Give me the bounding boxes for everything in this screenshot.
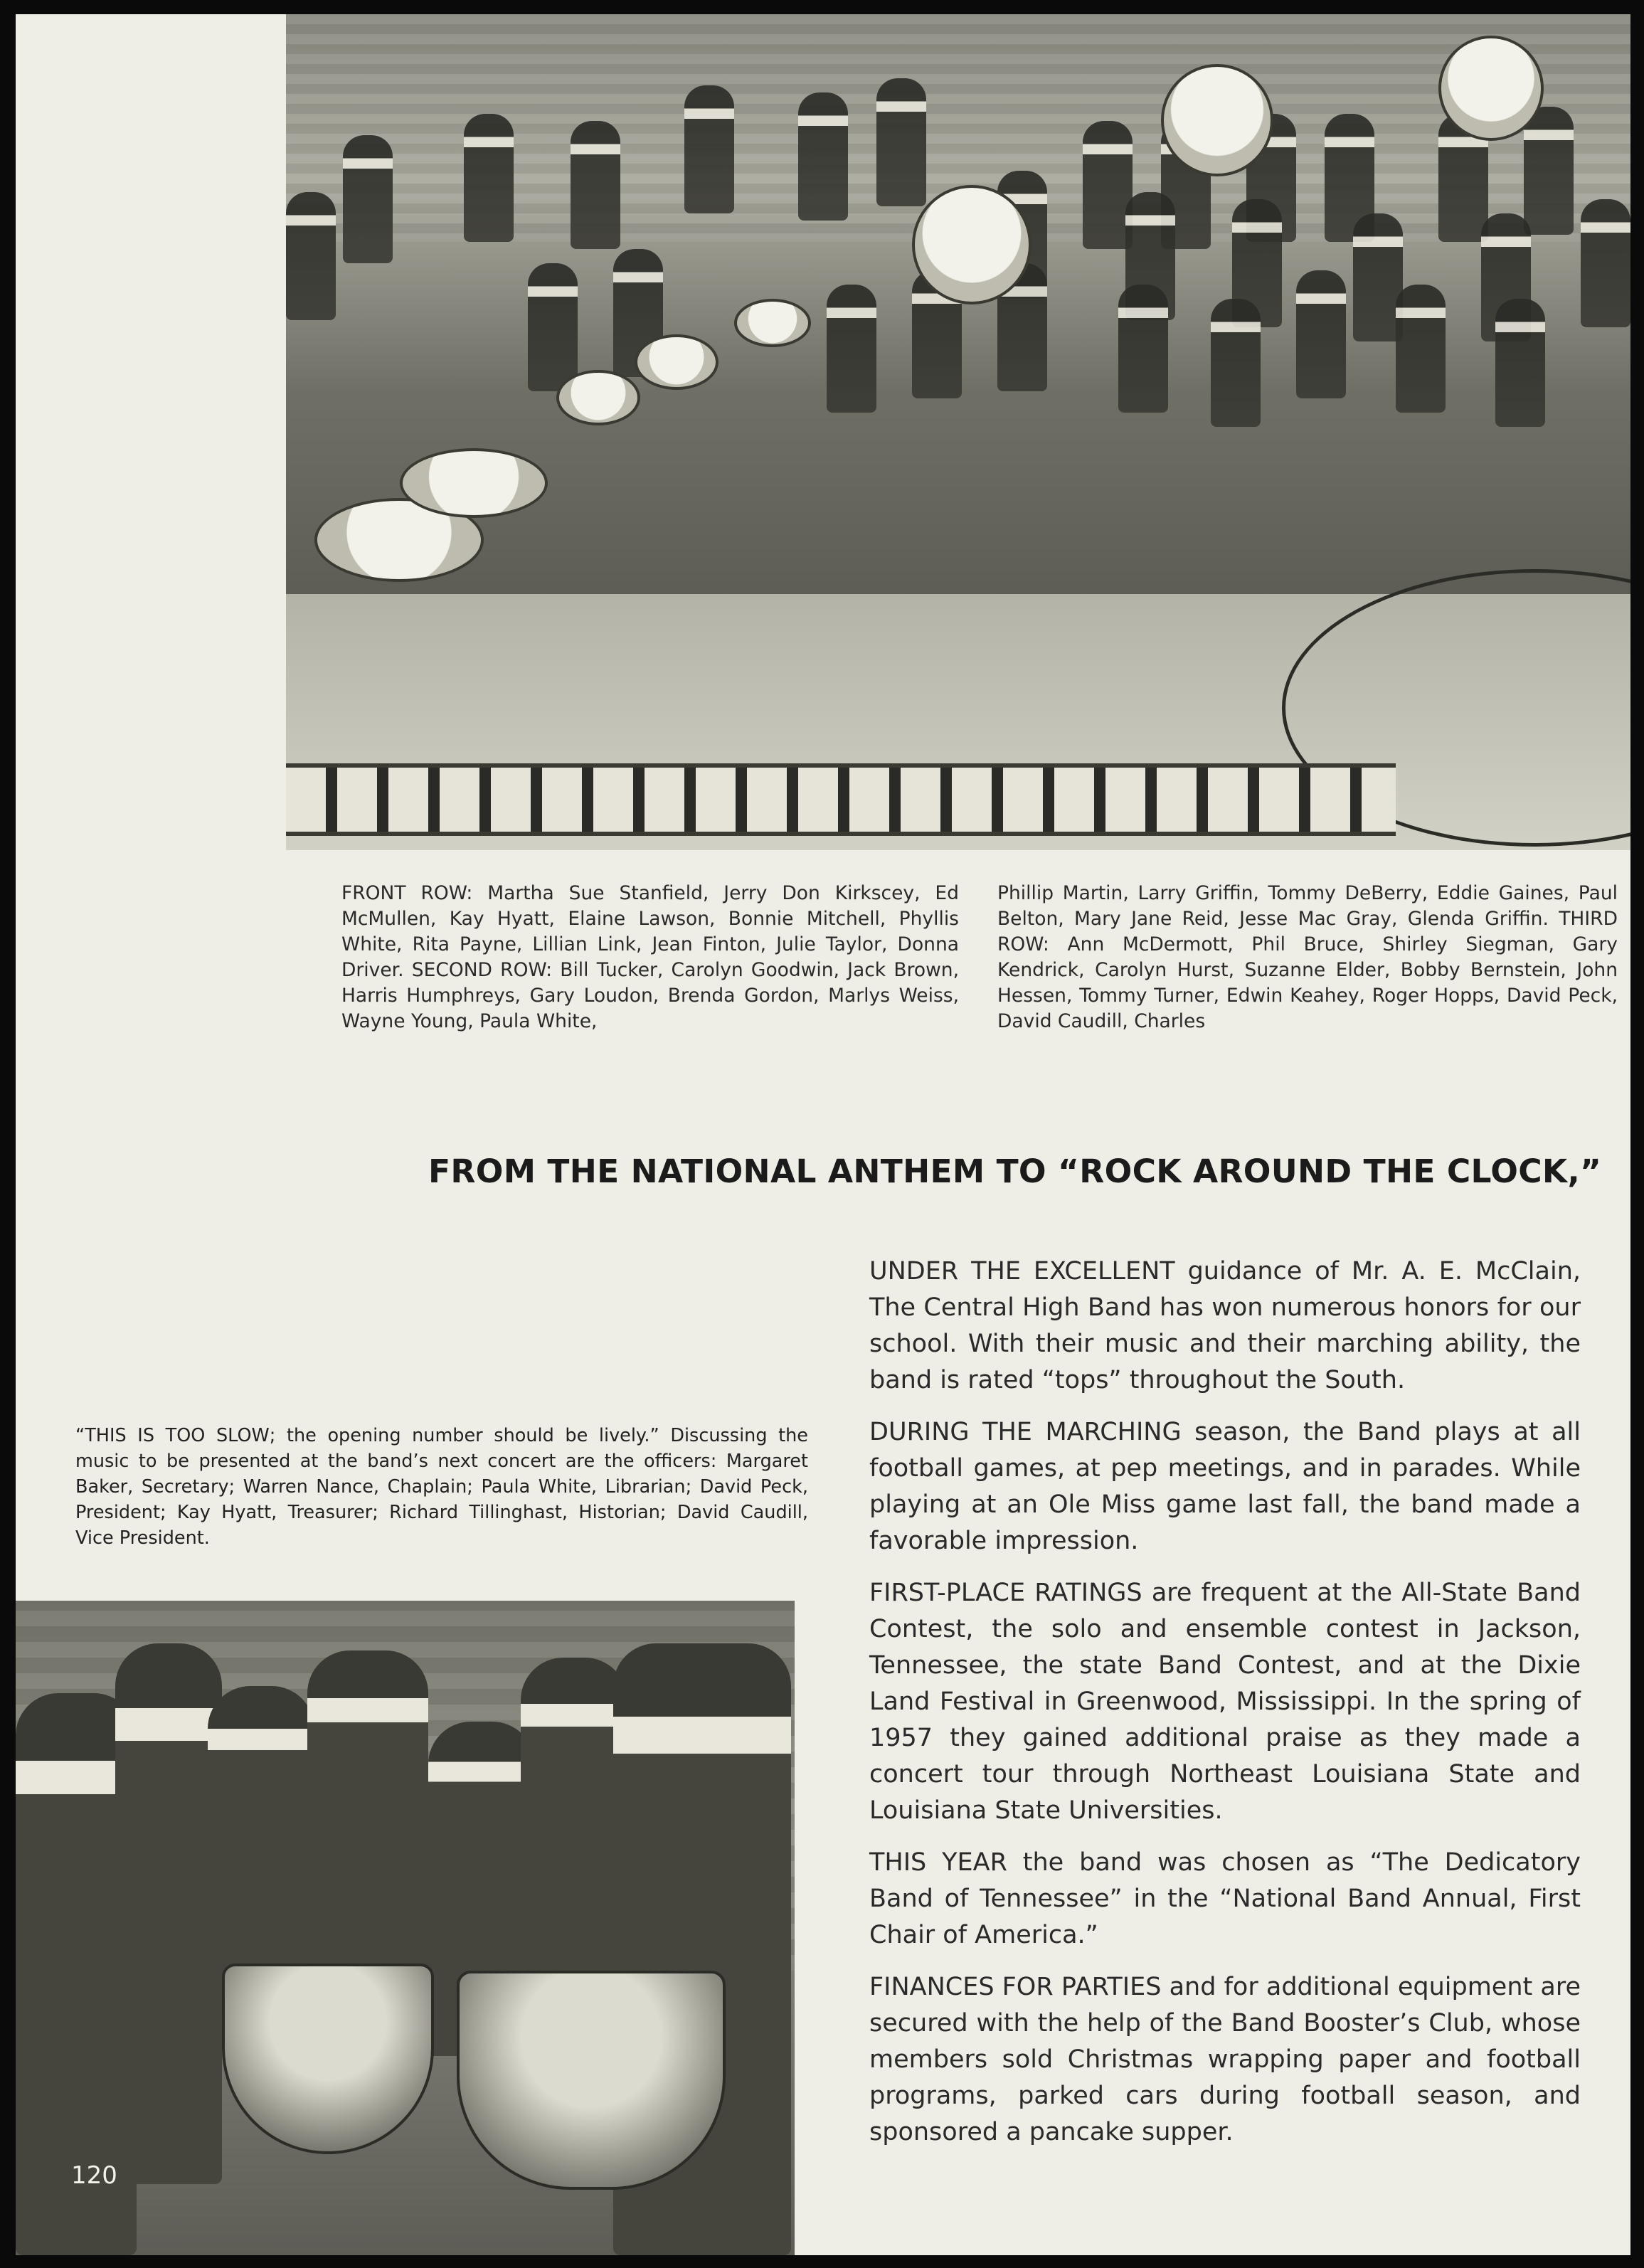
article-body [869, 1254, 1581, 2166]
yearbook-page [16, 14, 1630, 2255]
band-member [343, 135, 393, 263]
band-member [464, 114, 514, 242]
kettle-drum [457, 1971, 726, 2190]
body-paragraph: FINANCES FOR PARTIES and for additional equipment are secured with the help of the Band Booster’s Club, whose members sold Christmas wrapping paper and football programs, parked cars during football season, and sponsored a pancake supper. [869, 1973, 1581, 2146]
timpani [400, 448, 548, 518]
band-member [1118, 285, 1168, 413]
snare-drum [734, 299, 811, 347]
band-member [798, 92, 848, 221]
band-member [827, 285, 876, 413]
band-member [286, 192, 336, 320]
snare-drum [556, 370, 640, 425]
band-group-photo [286, 14, 1630, 850]
band-member [1581, 199, 1630, 327]
snare-drum [635, 334, 718, 390]
band-members [286, 85, 1630, 711]
officer [115, 1643, 222, 2184]
band-member [876, 78, 926, 206]
band-member [1211, 299, 1261, 427]
band-member [1296, 270, 1346, 398]
caption-right: Phillip Martin, Larry Griffin, Tommy DeBerry, Eddie Gaines, Paul Belton, Mary Jane Reid, Jesse Mac Gray, Glenda Griffin. THIRD ROW: Ann McDermott, Phil Bruce, Shirley Siegman, Gary Kendrick, Carolyn Hurst, Suzanne Elder, Bobby Bernstein, John Hessen, Tommy Turner, Edwin Keahey, Roger Hopps, David Peck, David Caudill, Charles [997, 882, 1618, 1032]
body-paragraph: THIS YEAR the band was chosen as “The Dedicatory Band of Tennessee” in the “National Band Annual, First Chair of America.” [869, 1848, 1581, 1949]
bass-drum [912, 185, 1032, 304]
shako-hats-row [286, 763, 1396, 836]
band-member [1524, 107, 1574, 235]
band-member [1495, 299, 1545, 427]
body-paragraph: FIRST-PLACE RATINGS are frequent at the All-State Band Contest, the solo and ensemble contest in Jackson, Tennessee, the state Band Contest, and at the Dixie Land Festival in Greenwood, Mississippi. In the spring of 1957 they gained additional praise as they made a concert tour through Northeast Louisiana State and Louisiana State Universities. [869, 1579, 1581, 1825]
caption-left: FRONT ROW: Martha Sue Stanfield, Jerry Don Kirkscey, Ed McMullen, Kay Hyatt, Elaine Lawson, Bonnie Mitchell, Phyllis White, Rita Payne, Lillian Link, Jean Finton, Julie Taylor, Donna Driver. SECOND ROW: Bill Tucker, Carolyn Goodwin, Jack Brown, Harris Humphreys, Gary Loudon, Brenda Gordon, Marlys Weiss, Wayne Young, Paula White, [341, 882, 959, 1032]
band-member [528, 263, 578, 391]
officer-caption: “THIS IS TOO SLOW; the opening number should be lively.” Discussing the music to be presented at the band’s next concert are the officers: Margaret Baker, Secretary; Warren Nance, Chaplain; Paula White, Librarian; David Peck, President; Kay Hyatt, Treasurer; Richard Tillinghast, Historian; David Caudill, Vice President. [75, 1425, 808, 1549]
page-number: 120 [71, 2161, 117, 2190]
sousaphone-bell [1438, 36, 1544, 141]
band-member [684, 85, 734, 213]
body-paragraph: DURING THE MARCHING season, the Band plays at all football games, at pep meetings, and in parades. While playing at an Ole Miss game last fall, the band made a favorable impression. [869, 1418, 1581, 1555]
officers-photo [16, 1601, 795, 2255]
sousaphone-bell [1161, 64, 1273, 176]
band-member [1396, 285, 1446, 413]
band-member [571, 121, 620, 249]
headline: FROM THE NATIONAL ANTHEM TO “ROCK AROUND THE CLOCK,” [428, 1152, 1602, 1190]
body-paragraph: UNDER THE EXCELLENT guidance of Mr. A. E. McClain, The Central High Band has won numerous honors for our school. With their music and their marching ability, the band is rated “tops” throughout the South. [869, 1257, 1581, 1394]
kettle-drum [222, 1964, 434, 2154]
